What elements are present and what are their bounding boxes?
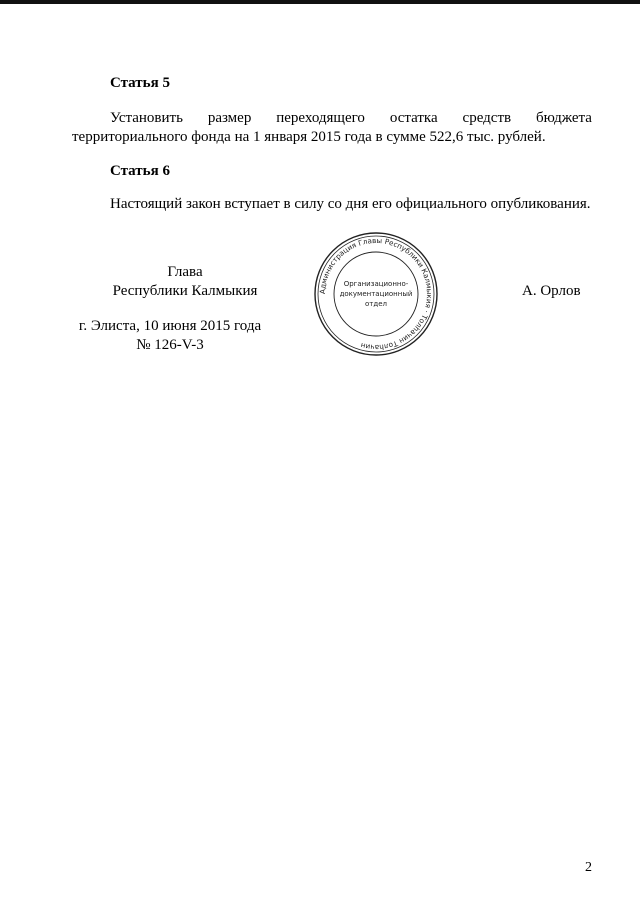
article-6-text: Настоящий закон вступает в силу со дня его официального опубликования. xyxy=(110,196,591,212)
law-number: № 126-V-3 xyxy=(136,337,204,353)
seal-outer-text: Администрация Главы Республики Калмыкия · Толһачин Толһачин xyxy=(317,235,435,353)
article-5-word: бюджета xyxy=(536,110,592,126)
article-5-word: размер xyxy=(207,110,252,126)
top-border-line xyxy=(0,0,640,4)
signatory-name: А. Орлов xyxy=(522,283,581,299)
official-seal-stamp xyxy=(312,230,440,358)
article-5-heading: Статья 5 xyxy=(110,75,170,91)
page-number: 2 xyxy=(585,860,592,875)
article-5-word: переходящего xyxy=(276,110,365,126)
seal-inner-line-2: документационный xyxy=(339,290,413,298)
signatory-title-line-1: Глава xyxy=(167,264,203,280)
article-5-line-2: территориального фонда на 1 января 2015 года в сумме 522,6 тыс. рублей. xyxy=(72,129,546,145)
article-5-word: средств xyxy=(462,110,512,126)
seal-inner-line-1: Организационно- xyxy=(343,280,409,288)
article-6-heading: Статья 6 xyxy=(110,163,170,179)
article-5-word: Установить xyxy=(110,110,183,126)
signatory-title-line-2: Республики Калмыкия xyxy=(112,283,258,299)
seal-inner-line-3: отдел xyxy=(365,300,387,308)
place-and-date: г. Элиста, 10 июня 2015 года xyxy=(78,318,262,334)
article-5-paragraph xyxy=(110,109,592,128)
article-5-line-1 xyxy=(110,109,592,128)
article-5-word: остатка xyxy=(389,110,438,126)
